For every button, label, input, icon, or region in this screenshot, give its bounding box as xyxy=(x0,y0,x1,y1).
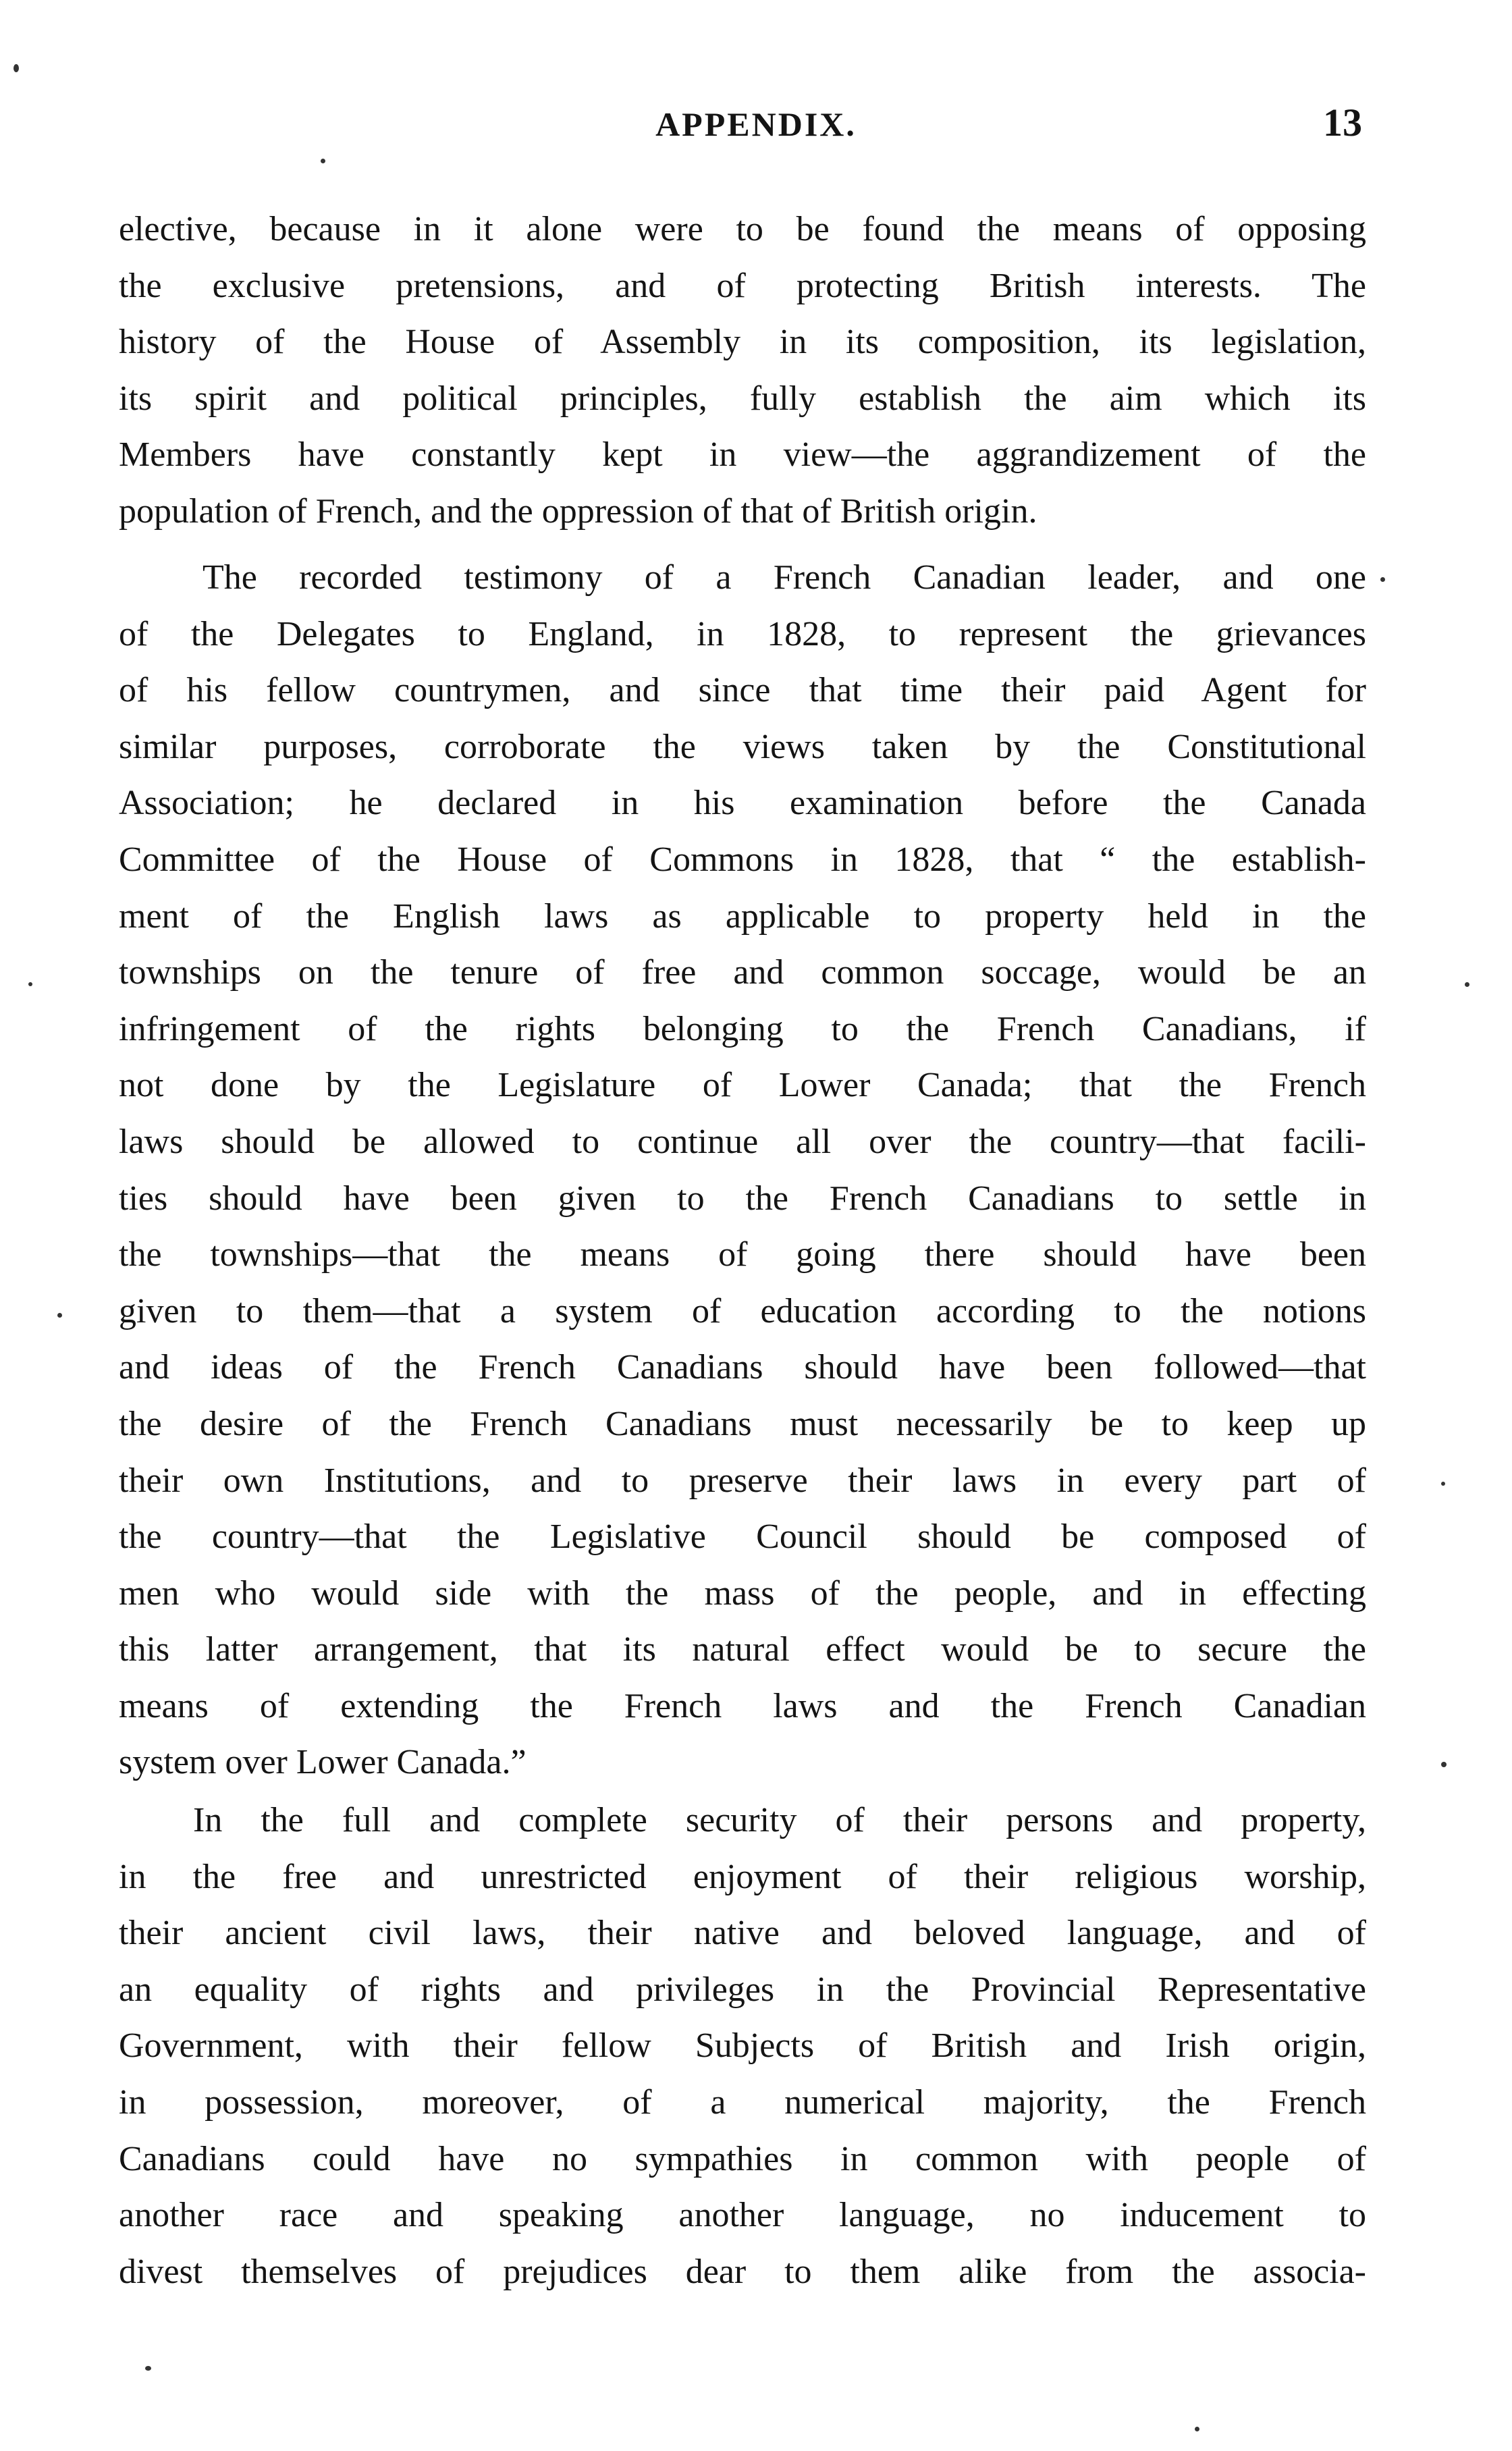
paragraph-2 xyxy=(119,549,1366,1791)
text-line: townships on the tenure of free and common soccage, would be an xyxy=(119,953,1366,992)
text-line: the country—that the Legislative Council should be composed of xyxy=(119,1517,1366,1557)
text-line: in the free and unrestricted enjoyment of their religious worship, xyxy=(119,1857,1366,1896)
scan-speck xyxy=(1441,1482,1445,1486)
paragraph-1 xyxy=(119,201,1366,540)
running-header: APPENDIX. xyxy=(655,105,857,143)
text-line: their own Institutions, and to preserve their laws in every part of xyxy=(119,1461,1366,1500)
text-line: Association; he declared in his examination before the Canada xyxy=(119,784,1366,823)
scan-speck xyxy=(1380,577,1385,582)
scan-speck xyxy=(28,982,32,986)
text-line: infringement of the rights belonging to the French Canadians, if xyxy=(119,1009,1366,1048)
scan-speck xyxy=(14,64,19,72)
text-line: given to them—that a system of education according to the notions xyxy=(119,1291,1366,1330)
text-line: the townships—that the means of going there should have been xyxy=(119,1235,1366,1274)
text-line: in possession, moreover, of a numerical majority, the French xyxy=(119,2082,1366,2122)
text-line: system over Lower Canada.” xyxy=(119,1743,526,1782)
text-line: men who would side with the mass of the people, and in effecting xyxy=(119,1573,1366,1613)
text-line: history of the House of Assembly in its composition, its legislation, xyxy=(119,323,1366,362)
text-line: Government, with their fellow Subjects of British and Irish origin, xyxy=(119,2026,1366,2066)
text-line: the desire of the French Canadians must necessarily be to keep up xyxy=(119,1404,1366,1443)
text-line: not done by the Legislature of Lower Canada; that the French xyxy=(119,1066,1366,1105)
page-number: 13 xyxy=(1323,101,1362,144)
text-line: In the full and complete security of their persons and property, xyxy=(193,1801,1366,1839)
text-line: Members have constantly kept in view—the aggrandizement of the xyxy=(119,435,1366,475)
paragraph-3 xyxy=(119,1792,1366,2300)
text-line: an equality of rights and privileges in the Provincial Representative xyxy=(119,1970,1366,2009)
text-line: Committee of the House of Commons in 1828, that “ the establish- xyxy=(119,840,1366,879)
scan-speck xyxy=(145,2366,151,2371)
scan-speck xyxy=(1465,982,1469,987)
text-line: divest themselves of prejudices dear to them alike from the associa- xyxy=(119,2252,1366,2291)
text-line: elective, because in it alone were to be found the means of opposing xyxy=(119,210,1366,248)
scan-speck xyxy=(321,159,325,163)
text-line: laws should be allowed to continue all over the country—that facili- xyxy=(119,1122,1366,1161)
text-line: ment of the English laws as applicable to property held in the xyxy=(119,896,1366,936)
text-line: their ancient civil laws, their native and beloved language, and of xyxy=(119,1914,1366,1953)
text-line: this latter arrangement, that its natural effect would be to secure the xyxy=(119,1630,1366,1669)
text-line: ties should have been given to the French Canadians to settle in xyxy=(119,1179,1366,1218)
text-line: means of extending the French laws and the French Canadian xyxy=(119,1686,1366,1725)
text-line: another race and speaking another language, no inducement to xyxy=(119,2196,1366,2235)
text-line: its spirit and political principles, fully establish the aim which its xyxy=(119,379,1366,418)
text-line: Canadians could have no sympathies in common with people of xyxy=(119,2139,1366,2178)
text-line: the exclusive pretensions, and of protecting British interests. The xyxy=(119,266,1366,305)
text-line: of the Delegates to England, in 1828, to represent the grievances xyxy=(119,614,1366,653)
text-line: of his fellow countrymen, and since that time their paid Agent for xyxy=(119,671,1366,710)
text-line: and ideas of the French Canadians should have been followed—that xyxy=(119,1348,1366,1387)
text-line: similar purposes, corroborate the views taken by the Constitutional xyxy=(119,727,1366,766)
scan-speck xyxy=(57,1313,62,1318)
scan-speck xyxy=(1195,2427,1199,2431)
text-line: population of French, and the oppression of that of British origin. xyxy=(119,491,1037,531)
text-line: The recorded testimony of a French Canadian leader, and one xyxy=(202,558,1366,597)
scan-speck xyxy=(1441,1762,1447,1767)
